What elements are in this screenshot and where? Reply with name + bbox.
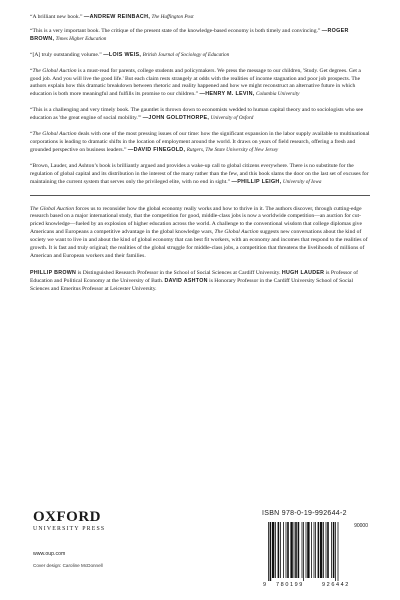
publisher-logo xyxy=(33,510,153,532)
barcode-bar xyxy=(335,522,336,581)
barcode-bar xyxy=(307,522,309,578)
publisher-name: OXFORD xyxy=(33,509,101,525)
barcode-bar xyxy=(270,522,272,581)
barcode-bar xyxy=(287,522,289,578)
description-text: forces us to reconsider how the global economy really works and how to thrive in it. The authors discover, through cutting-edge research based on a major international study, that the competition for good, middle-class jobs is now a worldwide competition—an auction for cut-priced knowledge—fueled by an explosion of higher education across the world. A challenge to the conventional wisdom that college diplomas give Americans and Europeans a competitive advantage in the global knowledge wars, xyxy=(30,205,362,236)
quote-author: —LOIS WEIS, xyxy=(103,51,142,58)
book-title-inline: The Global Auction xyxy=(32,131,77,138)
quote-author: —HENRY M. LEVIN, xyxy=(199,91,255,98)
barcode-bar xyxy=(318,522,320,578)
author-bio: is Honorary Professor in the Cardiff University School of Social Sciences and Emeritus Professor at Leicester University. xyxy=(30,277,354,292)
back-cover-text xyxy=(30,14,370,294)
quote-source: Times Higher Education xyxy=(55,35,107,42)
quote-source: University of Oxford xyxy=(210,115,254,122)
author-name: DAVID ASHTON xyxy=(164,277,208,284)
book-title-inline: The Global Auction xyxy=(214,229,259,236)
barcode-bar xyxy=(268,522,269,581)
quote-text: is a must-read for parents, college students and policymakers. We press the message to our children, 'Study. Get degrees. Get a good job. And you will live the good life.' But each claim rests strangely at odds with the realities of income stagnation and poor job prospects. The authors explain how this dramatic breakdown between rhetoric and reality happened and how we might reconstruct an alternative future in which education is both more meaningful and fulfills its promise to our children.” xyxy=(30,67,361,98)
isbn-label: ISBN 978-0-19-992644-2 xyxy=(262,510,347,517)
cover-credit: Cover design: Caroline McDonnell xyxy=(33,563,103,568)
quote-5 xyxy=(30,107,370,123)
barcode-bar xyxy=(298,522,300,578)
barcode-bar xyxy=(323,522,324,578)
barcode-bar xyxy=(272,522,274,578)
quote-author: —JOHN GOLDTHORPE, xyxy=(142,115,210,122)
quote-author: —ANDREW REINBACH, xyxy=(83,14,151,20)
quote-author: —ROGER BROWN, xyxy=(30,27,349,42)
barcode-bar xyxy=(331,522,332,578)
barcode-bar xyxy=(311,522,312,578)
description-text: suggests new conversations about the kind of society we want to live in and about the kind of global economy that can best fit workers, with an economy and incomes that respond to the realities of growth. It is fast and truly original; the realities of the global struggle for middle-class jobs, a competition that threatens the livelihoods of millions of American and European workers and their families. xyxy=(30,229,368,259)
quote-4: “The Global Auction is a must-read for parents, college students and policymakers. We press the message to our children, 'Study. Get degrees. Get a good job. And you will live the good life.' But each claim rests strangely at odds with the realities of income stagnation and poor job prospects. The authors explain how this dramatic breakdown between rhetoric and reality happened and how we might reconstruct an alternative future in which education is both more meaningful and fulfills its promise to our children.” —HENRY M. LEVIN, Columbia University xyxy=(30,67,361,98)
book-title-inline: The Global Auction xyxy=(32,67,77,74)
divider xyxy=(30,195,370,196)
barcode-bar xyxy=(333,522,335,578)
book-description xyxy=(30,206,370,261)
barcode-bar xyxy=(280,522,281,578)
barcode-bar xyxy=(306,522,307,578)
quote-text: “Brown, Lauder, and Ashton’s book is brilliantly argued and provides a wake-up call to global citizens everywhere. There is no substitute for the regulation of global capital and its distribution in the interest of the many rather than the few, and this book slams the door on the last set of excuses for maintaining the current system that serves only the privileged elite, with no end in sight.” xyxy=(30,162,369,185)
barcode-bar xyxy=(315,522,316,578)
barcode-bar xyxy=(283,522,284,578)
author-bios xyxy=(30,270,370,294)
barcode-bar xyxy=(326,522,327,578)
quote-author: —DAVID FINEGOLD, xyxy=(127,146,186,153)
barcode-bar xyxy=(302,522,303,578)
barcode-bar xyxy=(320,522,322,578)
barcode-block xyxy=(262,510,370,593)
author-name: PHILLIP BROWN xyxy=(30,269,77,276)
quote-source: The Huffington Post xyxy=(151,14,194,20)
quote-3 xyxy=(30,52,370,60)
barcode-bar xyxy=(327,522,329,578)
barcode-bar xyxy=(294,522,295,578)
quote-6: “The Global Auction deals with one of the most pressing issues of our time: how the significant expansion in the labor supply available to multinational corporations is leading to dramatic shifts in the location of employment around the world. It draws on years of field research, offering a fresh and grounded perspective on business leaders.” —DAVID FINEGOLD, Rutgers, The State University of New Jersey xyxy=(30,131,370,153)
publisher-url: www.oup.com xyxy=(33,551,66,557)
quote-source: Rutgers, The State University of New Jersey xyxy=(186,146,279,153)
author-name: HUGH LAUDER xyxy=(281,269,325,276)
barcode-bar xyxy=(286,522,287,578)
barcode-digits-right: 926442 xyxy=(322,582,350,588)
author-bio: is Distinguished Research Professor in the School of Social Sciences at Cardiff University. xyxy=(76,269,282,276)
barcode-digits-middle: 780199 xyxy=(276,582,304,588)
publisher-subname: UNIVERSITY PRESS xyxy=(33,526,106,532)
author-bio: is Professor of Education and Political Economy at the University of Bath. xyxy=(30,269,359,284)
quote-author: —PHILLIP LEIGH, xyxy=(231,178,282,185)
price-code: 90000 xyxy=(354,523,368,529)
barcode-bar xyxy=(290,522,292,578)
barcode-bar xyxy=(295,522,297,578)
quote-text: “This is a challenging and very timely book. The gauntlet is thrown down to economists wedded to human capital theory and to sociologists who see education as 'the great engine of social mobility.'” xyxy=(30,107,364,122)
quote-text: “A brilliant new book.” xyxy=(30,14,83,20)
barcode-bar xyxy=(314,522,315,578)
quote-7 xyxy=(30,163,370,187)
quote-source: University of Iowa xyxy=(282,178,322,185)
quote-text: deals with one of the most pressing issues of our time: how the significant expansion in the labor supply available to multinational corporations is leading to dramatic shifts in the location of employment around the world. It draws on years of field research, offering a fresh and grounded perspective on business leaders.” xyxy=(30,131,370,153)
barcode-bar xyxy=(275,522,276,578)
quote-1 xyxy=(30,14,370,22)
quote-source: Columbia University xyxy=(256,91,300,98)
quote-2 xyxy=(30,28,370,44)
book-title-inline: The Global Auction xyxy=(30,205,75,212)
quote-text: “[A] truly outstanding volume.” xyxy=(30,51,102,58)
barcode xyxy=(262,520,370,588)
barcode-bar xyxy=(278,522,280,578)
quote-text: “This is a very important book. The critique of the present state of the knowledge-based economy is both timely and convincing.” xyxy=(30,27,321,34)
quote-source: British Journal of Sociology of Education xyxy=(142,51,230,58)
barcode-bar xyxy=(338,522,339,581)
barcode-bar xyxy=(303,522,304,581)
barcode-digits-left: 9 xyxy=(263,582,267,588)
